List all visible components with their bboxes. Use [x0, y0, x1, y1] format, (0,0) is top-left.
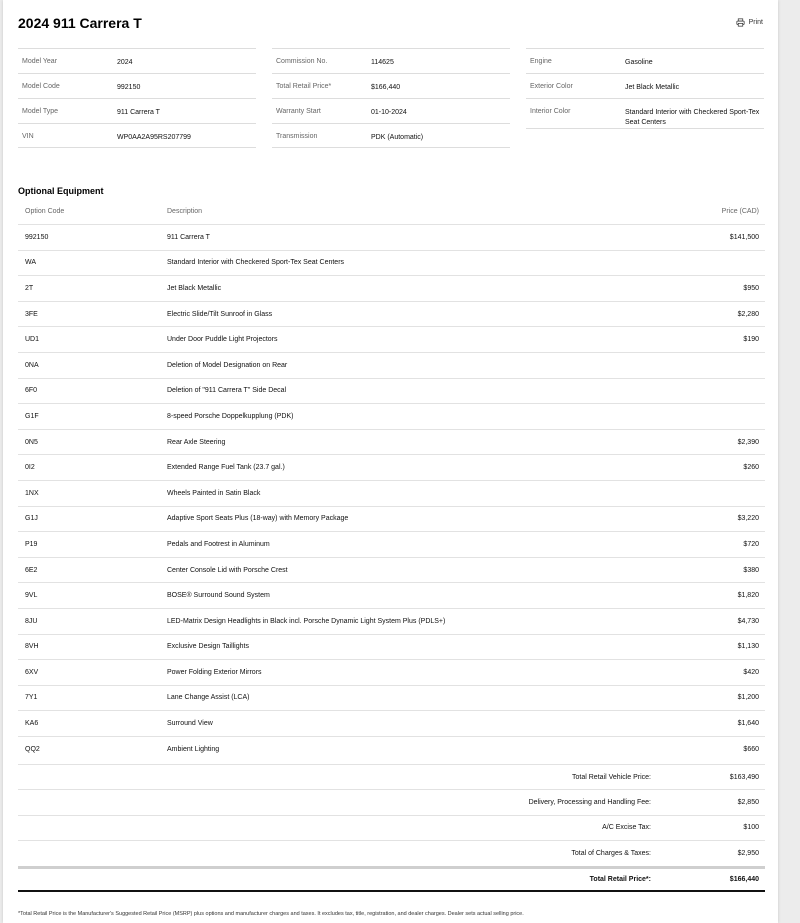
option-description: 8-speed Porsche Doppelkupplung (PDK)	[167, 412, 294, 420]
option-description: Deletion of Model Designation on Rear	[167, 361, 288, 369]
table-row	[18, 736, 765, 762]
total-row	[18, 840, 765, 865]
option-price: $1,200	[737, 694, 759, 702]
spec-value: Jet Black Metallic	[625, 84, 680, 91]
option-description: Under Door Puddle Light Projectors	[167, 336, 278, 344]
spec-row	[272, 123, 510, 148]
footnote: *Total Retail Price is the Manufacturer's Suggested Retail Price (MSRP) plus options and manufacturer charges and taxes. It excludes tax, title, registration, and dealer charges. Dealer sets actual selling price.	[18, 911, 524, 917]
total-value: $163,490	[729, 773, 759, 781]
option-code: QQ2	[25, 745, 40, 753]
table-row	[18, 352, 765, 378]
table-row	[18, 275, 765, 301]
vehicle-details-card	[3, 0, 778, 923]
option-price: $1,820	[737, 592, 759, 600]
spec-label: Total Retail Price*	[276, 83, 332, 90]
spec-label: Exterior Color	[530, 83, 573, 90]
page-title: 2024 911 Carrera T	[18, 15, 142, 31]
final-total-label: Total Retail Price*:	[589, 875, 651, 883]
table-row	[18, 685, 765, 711]
spec-label: Warranty Start	[276, 108, 321, 115]
option-description: Lane Change Assist (LCA)	[167, 694, 250, 702]
totals-section	[18, 764, 765, 892]
option-code: WA	[25, 259, 37, 267]
option-description: Rear Axle Steering	[167, 438, 226, 446]
total-row	[18, 764, 765, 789]
totals-rows	[18, 764, 765, 866]
option-price: $380	[743, 566, 759, 574]
table-row	[18, 634, 765, 660]
option-description: Standard Interior with Checkered Sport-Tex Seat Centers	[167, 259, 345, 267]
table-row	[18, 378, 765, 404]
total-row	[18, 789, 765, 814]
table-row	[18, 224, 765, 250]
header-price: Price (CAD)	[721, 207, 759, 215]
option-code: 0I2	[25, 464, 35, 472]
spec-row	[18, 98, 256, 123]
table-row	[18, 710, 765, 736]
final-total-row	[18, 866, 765, 892]
option-code: 992150	[25, 233, 49, 241]
option-price: $2,280	[737, 310, 759, 318]
table-row	[18, 301, 765, 327]
option-price: $3,220	[737, 515, 759, 523]
total-value: $100	[743, 824, 759, 832]
option-code: KA6	[25, 720, 39, 728]
option-code: 6E2	[25, 566, 38, 574]
option-price: $190	[743, 336, 759, 344]
option-description: Extended Range Fuel Tank (23.7 gal.)	[167, 464, 285, 472]
option-description: Surround View	[167, 720, 213, 728]
spec-value: WP0AA2A95RS207799	[117, 134, 191, 141]
spec-value: 992150	[117, 84, 141, 91]
option-price: $950	[743, 284, 759, 292]
spec-label: Engine	[530, 58, 552, 65]
option-description: Wheels Painted in Satin Black	[167, 489, 261, 497]
option-code: 6F0	[25, 387, 38, 395]
spec-label: VIN	[22, 133, 34, 140]
spec-row	[18, 48, 256, 73]
total-label: Total of Charges & Taxes:	[571, 849, 651, 857]
optional-equipment-title: Optional Equipment	[18, 186, 104, 196]
table-row	[18, 480, 765, 506]
option-description: LED-Matrix Design Headlights in Black incl. Porsche Dynamic Light System Plus (PDLS+)	[167, 617, 446, 625]
option-description: Adaptive Sport Seats Plus (18-way) with Memory Package	[167, 515, 349, 523]
total-value: $2,850	[737, 799, 759, 807]
spec-row	[18, 123, 256, 148]
option-code: 9VL	[25, 592, 38, 600]
option-price: $1,640	[737, 720, 759, 728]
total-label: Total Retail Vehicle Price:	[572, 773, 651, 781]
spec-label: Commission No.	[276, 58, 328, 65]
spec-value: 911 Carrera T	[117, 109, 160, 116]
specs-column-3	[526, 48, 764, 129]
option-code: G1J	[25, 515, 38, 523]
printer-icon	[736, 18, 745, 27]
option-code: 0N5	[25, 438, 38, 446]
spec-label: Interior Color	[530, 108, 571, 115]
option-code: P19	[25, 540, 38, 548]
final-total-value: $166,440	[729, 875, 759, 883]
table-row	[18, 326, 765, 352]
table-row	[18, 659, 765, 685]
option-price: $260	[743, 464, 759, 472]
option-price: $720	[743, 540, 759, 548]
option-code: 8JU	[25, 617, 38, 625]
option-description: BOSE® Surround Sound System	[167, 592, 270, 600]
option-description: Center Console Lid with Porsche Crest	[167, 566, 288, 574]
spec-value: 2024	[117, 59, 133, 66]
spec-value: 01-10-2024	[371, 109, 407, 116]
option-code: 8VH	[25, 643, 39, 651]
option-price: $660	[743, 745, 759, 753]
spec-label: Transmission	[276, 133, 318, 140]
spec-row	[526, 73, 764, 98]
spec-value: 114625	[371, 59, 394, 66]
option-price: $2,390	[737, 438, 759, 446]
print-label: Print	[748, 19, 763, 26]
option-price: $4,730	[737, 617, 759, 625]
specs-column-1	[18, 48, 256, 148]
option-code: 6XV	[25, 668, 39, 676]
spec-label: Model Year	[22, 58, 58, 65]
table-row	[18, 608, 765, 634]
option-code: 3FE	[25, 310, 38, 318]
option-code: G1F	[25, 412, 39, 420]
option-price: $420	[743, 668, 759, 676]
spec-label: Model Code	[22, 83, 60, 90]
spec-row	[18, 73, 256, 98]
option-description: Electric Slide/Tilt Sunroof in Glass	[167, 310, 273, 318]
spec-row	[272, 48, 510, 73]
option-description: Power Folding Exterior Mirrors	[167, 668, 262, 676]
option-price: $1,130	[737, 643, 759, 651]
table-row	[18, 429, 765, 455]
option-description: 911 Carrera T	[167, 233, 210, 241]
option-description: Jet Black Metallic	[167, 284, 222, 292]
option-code: 1NX	[25, 489, 39, 497]
total-label: A/C Excise Tax:	[602, 824, 651, 832]
table-row	[18, 557, 765, 583]
spec-row	[272, 98, 510, 123]
options-table	[18, 198, 765, 761]
spec-value: Standard Interior with Checkered Sport-Tex Seat Centers	[625, 109, 760, 126]
table-row	[18, 403, 765, 429]
option-code: UD1	[25, 336, 40, 344]
spec-row	[526, 98, 764, 129]
table-row	[18, 582, 765, 608]
print-button[interactable]	[736, 18, 763, 27]
total-value: $2,950	[737, 849, 759, 857]
option-description: Exclusive Design Taillights	[167, 643, 249, 651]
spec-value: Gasoline	[625, 59, 653, 66]
option-price: $141,500	[729, 233, 759, 241]
table-row	[18, 454, 765, 480]
table-row	[18, 531, 765, 557]
option-code: 7Y1	[25, 694, 38, 702]
table-row	[18, 506, 765, 532]
spec-label: Model Type	[22, 108, 59, 115]
total-row	[18, 815, 765, 840]
option-code: 2T	[25, 284, 34, 292]
spec-value: $166,440	[371, 84, 401, 91]
table-row	[18, 250, 765, 276]
total-label: Delivery, Processing and Handling Fee:	[528, 799, 651, 807]
option-description: Ambient Lighting	[167, 745, 220, 753]
option-description: Deletion of "911 Carrera T" Side Decal	[167, 387, 287, 395]
spec-row	[272, 73, 510, 98]
spec-row	[526, 48, 764, 73]
header-description: Description	[167, 207, 203, 215]
spec-value: PDK (Automatic)	[371, 134, 424, 141]
option-code: 0NA	[25, 361, 39, 369]
specs-column-2	[272, 48, 510, 148]
header-option-code: Option Code	[25, 207, 65, 215]
option-description: Pedals and Footrest in Aluminum	[167, 540, 270, 548]
options-table-header	[18, 198, 765, 224]
options-table-body	[18, 224, 765, 761]
